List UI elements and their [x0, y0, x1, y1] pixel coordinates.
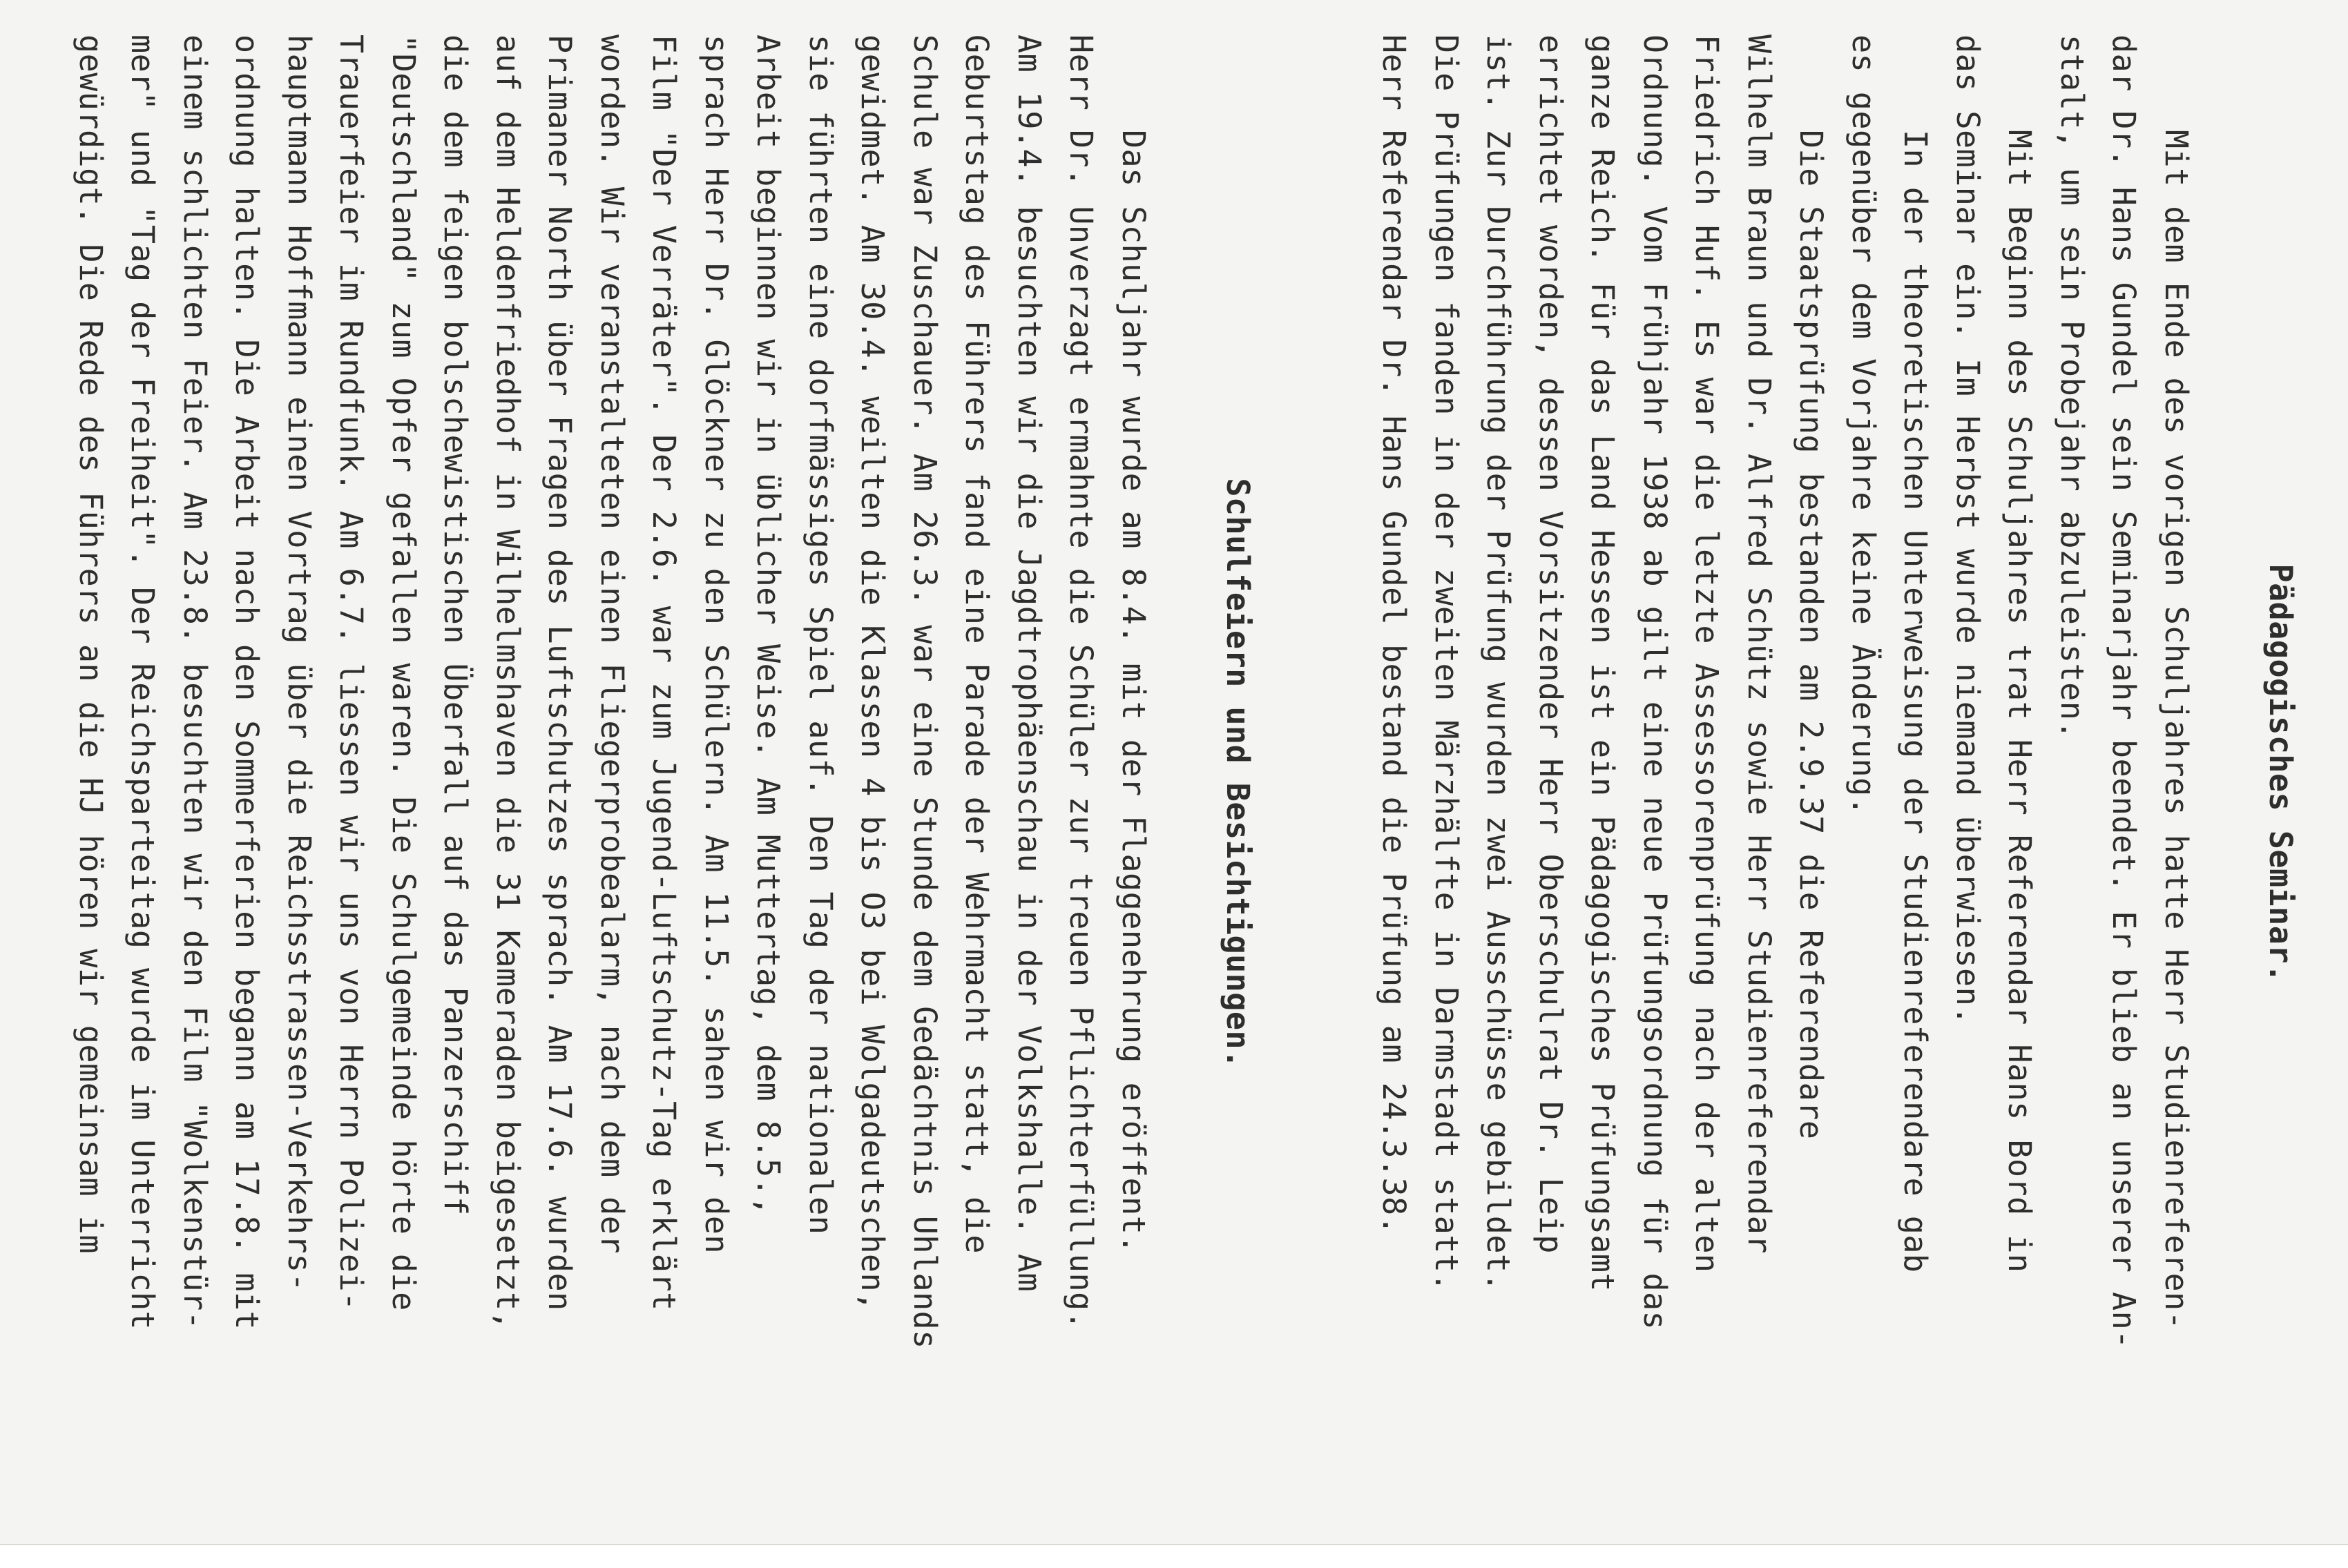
typewritten-sheet [65, 35, 2307, 1512]
section-body-schulfeiern [65, 35, 1160, 1512]
spacer [1316, 35, 1369, 1512]
text-line: Primaner North über Fragen des Luftschutzes sprach. Am 17.6. wurden [541, 35, 579, 1311]
section-heading-schulfeiern: Schulfeiern und Besichtigungen. [1220, 478, 1256, 1069]
scan-bottom-edge [0, 1544, 2348, 1568]
text-line: Wilhelm Braun und Dr. Alfred Schütz sowie Herr Studienreferendar [1741, 35, 1778, 1254]
text-line: hauptmann Hoffmann einen Vortrag über die Reichsstrassen-Verkehrs- [281, 35, 318, 1293]
text-line: Das Schuljahr wurde am 8.4. mit der Flaggenehrung eröffent. [1115, 35, 1152, 1254]
text-line: errichtet worden, dessen Vorsitzender Herr Oberschulrat Dr. Leip [1532, 35, 1569, 1254]
text-line: Trauerfeier im Rundfunk. Am 6.7. liessen wir uns von Herrn Polizei- [333, 35, 370, 1311]
text-line: worden. Wir veranstalteten einen Fliegerprobealarm, nach dem der [594, 35, 631, 1254]
text-line: das Seminar ein. Im Herbst wurde niemand überwiesen. [1950, 35, 1986, 1025]
text-line: Die Prüfungen fanden in der zweiten Märzhälfte in Darmstadt statt. [1428, 35, 1465, 1293]
text-line: Schule war Zuschauer. Am 26.3. war eine Stunde dem Gedächtnis Uhlands [907, 35, 943, 1349]
text-line: Friedrich Huf. Es war die letzte Assessorenprüfung nach der alten [1688, 35, 1726, 1273]
text-line: gewürdigt. Die Rede des Führers an die HJ hören wir gemeinsam im [73, 35, 109, 1254]
text-line: die dem feigen bolschewistischen Überfall auf das Panzerschiff [437, 35, 474, 1216]
text-line: es gegenüber dem Vorjahre keine Änderung. [1845, 35, 1882, 816]
text-line: Geburtstag des Führers fand eine Parade der Wehrmacht statt, die [959, 35, 996, 1254]
text-line: dar Dr. Hans Gundel sein Seminarjahr beendet. Er blieb an unserer An- [2106, 35, 2143, 1349]
text-line: Ordnung. Vom Frühjahr 1938 ab gilt eine neue Prüfungsordnung für das [1637, 35, 1673, 1330]
text-line: sie führten eine dorfmässiges Spiel auf. Den Tag der nationalen [802, 35, 839, 1235]
text-line: sprach Herr Dr. Glöckner zu den Schülern. Am 11.5. sahen wir den [698, 35, 735, 1254]
section-body-seminar [1368, 35, 2202, 1512]
text-line: Die Staatsprüfung bestanden am 2.9.37 die Referendare [1793, 35, 1830, 1140]
text-line: Arbeit beginnen wir in üblicher Weise. Am Muttertag, dem 8.5., [750, 35, 787, 1216]
text-line: Film "Der Verräter". Der 2.6. war zum Jugend-Luftschutz-Tag erklärt [646, 35, 683, 1311]
text-line: Herr Referendar Dr. Hans Gundel bestand die Prüfung am 24.3.38. [1376, 35, 1413, 1235]
text-line: "Deutschland" zum Opfer gefallen waren. Die Schulgemeinde hörte die [385, 35, 422, 1311]
text-line: Mit dem Ende des vorigen Schuljahres hatte Herr Studienreferen- [2158, 35, 2195, 1330]
text-line: einem schlichten Feier. Am 23.8. besuchten wir den Film "Wolkenstür- [177, 35, 213, 1330]
spacer [1159, 35, 1212, 1512]
section-heading-seminar: Pädagogisches Seminar. [2262, 563, 2299, 983]
text-line: Am 19.4. besuchten wir die Jagdtrophäenschau in der Volkshalle. Am [1011, 35, 1048, 1293]
text-line: ganze Reich. Für das Land Hessen ist ein Pädagogisches Prüfungsamt [1584, 35, 1622, 1293]
text-line: ist. Zur Durchführung der Prüfung wurden zwei Ausschüsse gebildet. [1480, 35, 1517, 1293]
text-line: auf dem Heldenfriedhof in Wilhelmshaven die 31 Kameraden beigesetzt, [490, 35, 526, 1330]
text-line: In der theoretischen Unterweisung der Studienreferendare gab [1897, 35, 1934, 1273]
text-line: stalt, um sein Probejahr abzuleisten. [2054, 35, 2090, 739]
text-line: Mit Beginn des Schuljahres trat Herr Referendar Hans Bord in [2001, 35, 2039, 1273]
text-line: gewidmet. Am 30.4. weilten die Klassen 4 bis O3 bei Wolgadeutschen, [854, 35, 892, 1311]
text-line: ordnung halten. Die Arbeit nach den Sommerferien begann am 17.8. mit [229, 35, 266, 1330]
text-line: mer" und "Tag der Freiheit". Der Reichsparteitag wurde im Unterricht [124, 35, 162, 1330]
text-line: Herr Dr. Unverzagt ermahnte die Schüler zur treuen Pflichterfüllung. [1063, 35, 1100, 1330]
spacer [1264, 35, 1316, 1512]
spacer [2202, 35, 2255, 1512]
